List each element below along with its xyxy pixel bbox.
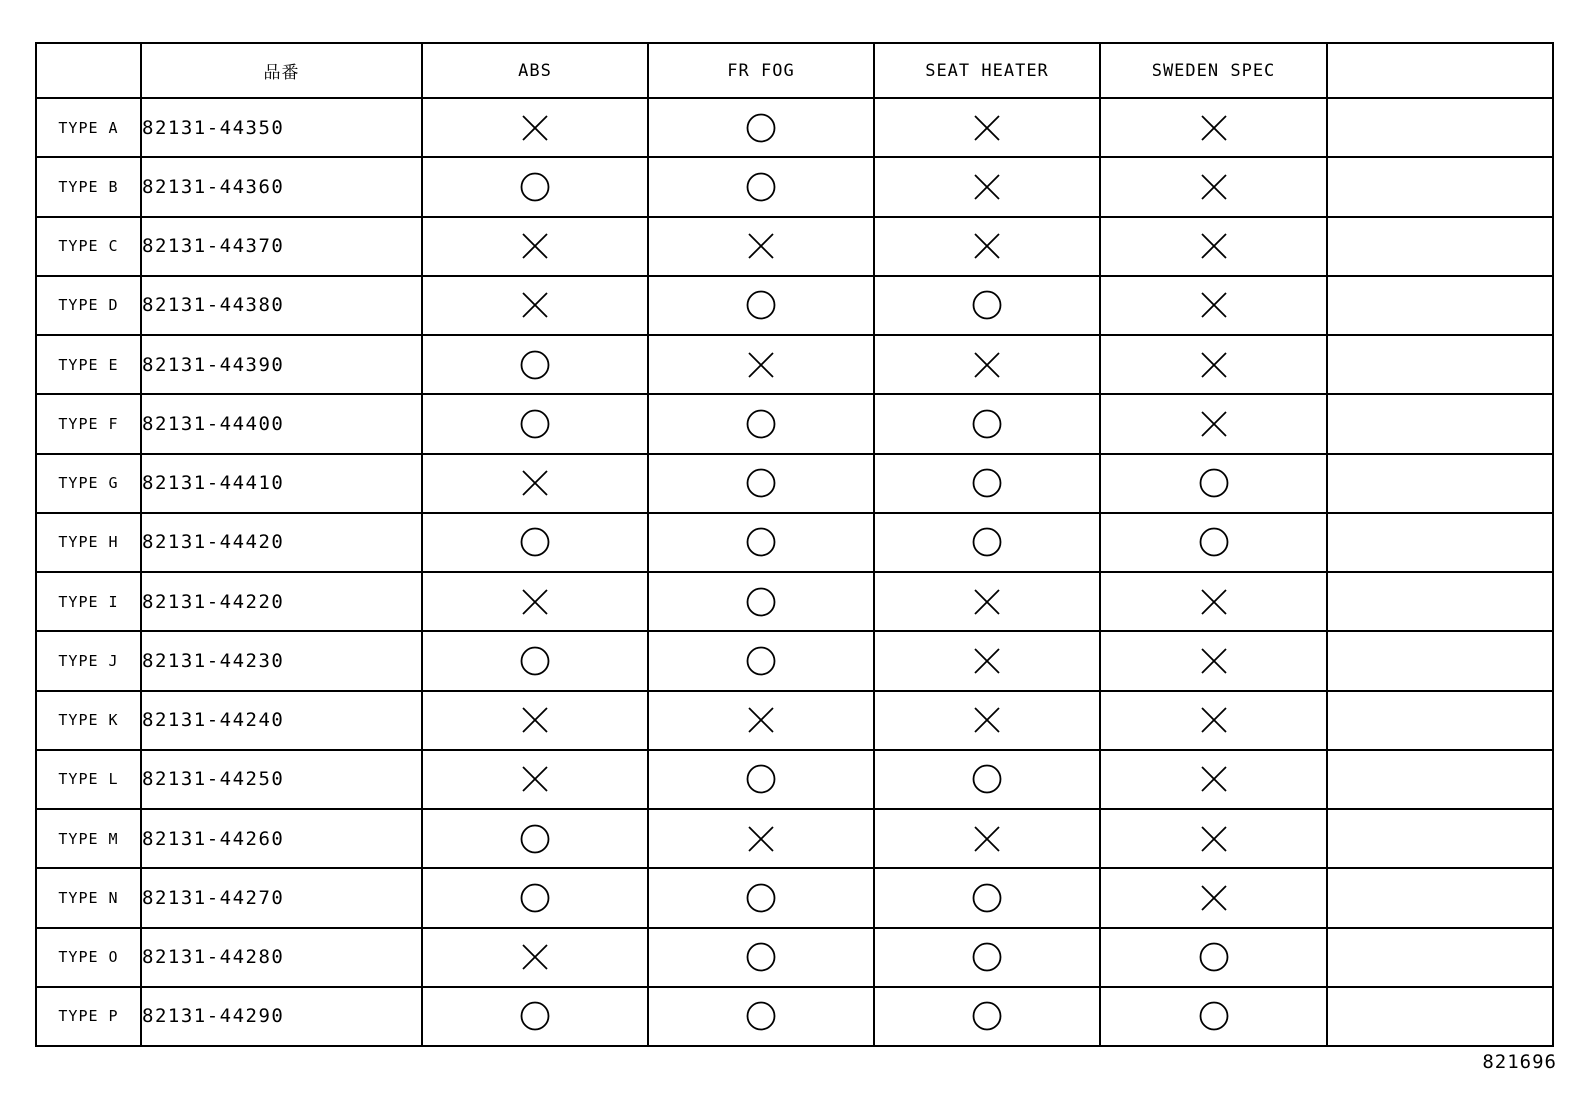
cross-icon <box>746 824 776 854</box>
seat-heater-cell <box>874 98 1100 157</box>
header-seat-heater: SEAT HEATER <box>874 43 1100 98</box>
circle-icon <box>746 409 776 439</box>
abs-cell <box>422 572 648 631</box>
type-label: TYPE O <box>36 928 141 987</box>
seat-heater-cell <box>874 928 1100 987</box>
cross-icon <box>972 113 1002 143</box>
cross-icon <box>1199 646 1229 676</box>
cross-icon <box>1199 409 1229 439</box>
cross-icon <box>1199 172 1229 202</box>
seat-heater-cell <box>874 394 1100 453</box>
abs-cell <box>422 454 648 513</box>
sweden-spec-cell <box>1100 691 1327 750</box>
seat-heater-cell <box>874 631 1100 690</box>
table-row <box>36 513 1553 572</box>
circle-icon <box>746 468 776 498</box>
fr-fog-cell <box>648 809 874 868</box>
cross-icon <box>972 231 1002 261</box>
type-label: TYPE M <box>36 809 141 868</box>
type-label: TYPE I <box>36 572 141 631</box>
blank-cell <box>1327 750 1553 809</box>
type-label: TYPE E <box>36 335 141 394</box>
abs-cell <box>422 691 648 750</box>
header-blank <box>1327 43 1553 98</box>
circle-icon <box>520 527 550 557</box>
blank-cell <box>1327 454 1553 513</box>
type-label: TYPE G <box>36 454 141 513</box>
abs-cell <box>422 98 648 157</box>
circle-icon <box>972 764 1002 794</box>
blank-cell <box>1327 157 1553 216</box>
abs-cell <box>422 513 648 572</box>
header-sweden-spec: SWEDEN SPEC <box>1100 43 1327 98</box>
blank-cell <box>1327 217 1553 276</box>
fr-fog-cell <box>648 868 874 927</box>
type-label: TYPE L <box>36 750 141 809</box>
blank-cell <box>1327 691 1553 750</box>
part-number: 82131-44260 <box>141 809 422 868</box>
circle-icon <box>520 350 550 380</box>
cross-icon <box>746 350 776 380</box>
blank-cell <box>1327 513 1553 572</box>
part-number: 82131-44360 <box>141 157 422 216</box>
sweden-spec-cell <box>1100 809 1327 868</box>
fr-fog-cell <box>648 217 874 276</box>
cross-icon <box>520 764 550 794</box>
circle-icon <box>972 1001 1002 1031</box>
table-row <box>36 335 1553 394</box>
table-row <box>36 157 1553 216</box>
fr-fog-cell <box>648 750 874 809</box>
sweden-spec-cell <box>1100 98 1327 157</box>
cross-icon <box>972 587 1002 617</box>
seat-heater-cell <box>874 868 1100 927</box>
sweden-spec-cell <box>1100 928 1327 987</box>
blank-cell <box>1327 572 1553 631</box>
circle-icon <box>972 468 1002 498</box>
cross-icon <box>520 113 550 143</box>
circle-icon <box>520 172 550 202</box>
blank-cell <box>1327 809 1553 868</box>
sweden-spec-cell <box>1100 276 1327 335</box>
circle-icon <box>972 290 1002 320</box>
cross-icon <box>746 705 776 735</box>
type-label: TYPE K <box>36 691 141 750</box>
type-label: TYPE D <box>36 276 141 335</box>
part-number: 82131-44230 <box>141 631 422 690</box>
sweden-spec-cell <box>1100 631 1327 690</box>
seat-heater-cell <box>874 276 1100 335</box>
blank-cell <box>1327 98 1553 157</box>
abs-cell <box>422 217 648 276</box>
seat-heater-cell <box>874 513 1100 572</box>
seat-heater-cell <box>874 454 1100 513</box>
circle-icon <box>746 587 776 617</box>
circle-icon <box>520 646 550 676</box>
part-number: 82131-44280 <box>141 928 422 987</box>
part-number: 82131-44390 <box>141 335 422 394</box>
circle-icon <box>746 290 776 320</box>
part-number: 82131-44270 <box>141 868 422 927</box>
type-label: TYPE A <box>36 98 141 157</box>
fr-fog-cell <box>648 928 874 987</box>
circle-icon <box>520 883 550 913</box>
cross-icon <box>520 231 550 261</box>
part-number: 82131-44380 <box>141 276 422 335</box>
type-label: TYPE H <box>36 513 141 572</box>
sweden-spec-cell <box>1100 217 1327 276</box>
circle-icon <box>1199 942 1229 972</box>
seat-heater-cell <box>874 987 1100 1046</box>
fr-fog-cell <box>648 454 874 513</box>
table-body <box>36 98 1553 1046</box>
cross-icon <box>972 646 1002 676</box>
blank-cell <box>1327 631 1553 690</box>
type-label: TYPE J <box>36 631 141 690</box>
circle-icon <box>746 942 776 972</box>
seat-heater-cell <box>874 809 1100 868</box>
sweden-spec-cell <box>1100 157 1327 216</box>
part-number: 82131-44410 <box>141 454 422 513</box>
fr-fog-cell <box>648 394 874 453</box>
header-part-number: 品番 <box>141 43 422 98</box>
sweden-spec-cell <box>1100 335 1327 394</box>
table-row <box>36 987 1553 1046</box>
seat-heater-cell <box>874 217 1100 276</box>
cross-icon <box>520 705 550 735</box>
cross-icon <box>520 587 550 617</box>
table-row <box>36 572 1553 631</box>
abs-cell <box>422 809 648 868</box>
circle-icon <box>972 883 1002 913</box>
cross-icon <box>1199 705 1229 735</box>
circle-icon <box>520 1001 550 1031</box>
table-row <box>36 750 1553 809</box>
type-label: TYPE N <box>36 868 141 927</box>
table-row <box>36 217 1553 276</box>
circle-icon <box>746 172 776 202</box>
table-row <box>36 98 1553 157</box>
header-row <box>36 43 1553 98</box>
seat-heater-cell <box>874 335 1100 394</box>
part-number: 82131-44290 <box>141 987 422 1046</box>
circle-icon <box>746 764 776 794</box>
cross-icon <box>1199 587 1229 617</box>
circle-icon <box>1199 468 1229 498</box>
table-row <box>36 276 1553 335</box>
seat-heater-cell <box>874 750 1100 809</box>
table-row <box>36 454 1553 513</box>
fr-fog-cell <box>648 335 874 394</box>
blank-cell <box>1327 276 1553 335</box>
circle-icon <box>972 942 1002 972</box>
type-label: TYPE B <box>36 157 141 216</box>
table-row <box>36 631 1553 690</box>
type-label: TYPE P <box>36 987 141 1046</box>
seat-heater-cell <box>874 691 1100 750</box>
sweden-spec-cell <box>1100 987 1327 1046</box>
table-row <box>36 928 1553 987</box>
cross-icon <box>520 942 550 972</box>
abs-cell <box>422 394 648 453</box>
cross-icon <box>1199 350 1229 380</box>
part-number: 82131-44220 <box>141 572 422 631</box>
sweden-spec-cell <box>1100 868 1327 927</box>
cross-icon <box>1199 824 1229 854</box>
abs-cell <box>422 987 648 1046</box>
circle-icon <box>746 646 776 676</box>
circle-icon <box>746 1001 776 1031</box>
part-number: 82131-44420 <box>141 513 422 572</box>
cross-icon <box>1199 764 1229 794</box>
fr-fog-cell <box>648 513 874 572</box>
sweden-spec-cell <box>1100 454 1327 513</box>
cross-icon <box>1199 113 1229 143</box>
sweden-spec-cell <box>1100 513 1327 572</box>
table-row <box>36 868 1553 927</box>
circle-icon <box>746 527 776 557</box>
abs-cell <box>422 928 648 987</box>
abs-cell <box>422 335 648 394</box>
fr-fog-cell <box>648 572 874 631</box>
circle-icon <box>1199 527 1229 557</box>
cross-icon <box>972 172 1002 202</box>
header-type <box>36 43 141 98</box>
fr-fog-cell <box>648 987 874 1046</box>
blank-cell <box>1327 928 1553 987</box>
cross-icon <box>972 705 1002 735</box>
cross-icon <box>1199 883 1229 913</box>
header-abs: ABS <box>422 43 648 98</box>
cross-icon <box>520 468 550 498</box>
abs-cell <box>422 157 648 216</box>
table-row <box>36 394 1553 453</box>
fr-fog-cell <box>648 98 874 157</box>
header-fr-fog: FR FOG <box>648 43 874 98</box>
abs-cell <box>422 868 648 927</box>
parts-type-table <box>35 42 1554 1047</box>
circle-icon <box>520 409 550 439</box>
circle-icon <box>972 409 1002 439</box>
part-number: 82131-44370 <box>141 217 422 276</box>
reference-code: 821696 <box>1482 1051 1557 1073</box>
part-number: 82131-44400 <box>141 394 422 453</box>
seat-heater-cell <box>874 572 1100 631</box>
abs-cell <box>422 276 648 335</box>
sweden-spec-cell <box>1100 750 1327 809</box>
circle-icon <box>520 824 550 854</box>
cross-icon <box>972 824 1002 854</box>
part-number: 82131-44350 <box>141 98 422 157</box>
blank-cell <box>1327 868 1553 927</box>
fr-fog-cell <box>648 157 874 216</box>
circle-icon <box>972 527 1002 557</box>
circle-icon <box>1199 1001 1229 1031</box>
circle-icon <box>746 113 776 143</box>
cross-icon <box>1199 290 1229 320</box>
cross-icon <box>972 350 1002 380</box>
cross-icon <box>746 231 776 261</box>
abs-cell <box>422 750 648 809</box>
sweden-spec-cell <box>1100 572 1327 631</box>
sweden-spec-cell <box>1100 394 1327 453</box>
cross-icon <box>1199 231 1229 261</box>
abs-cell <box>422 631 648 690</box>
part-number: 82131-44240 <box>141 691 422 750</box>
table-row <box>36 809 1553 868</box>
blank-cell <box>1327 335 1553 394</box>
type-label: TYPE C <box>36 217 141 276</box>
seat-heater-cell <box>874 157 1100 216</box>
fr-fog-cell <box>648 691 874 750</box>
table-row <box>36 691 1553 750</box>
circle-icon <box>746 883 776 913</box>
fr-fog-cell <box>648 631 874 690</box>
fr-fog-cell <box>648 276 874 335</box>
blank-cell <box>1327 394 1553 453</box>
part-number: 82131-44250 <box>141 750 422 809</box>
blank-cell <box>1327 987 1553 1046</box>
type-label: TYPE F <box>36 394 141 453</box>
cross-icon <box>520 290 550 320</box>
parts-table-sheet <box>35 42 1552 1047</box>
